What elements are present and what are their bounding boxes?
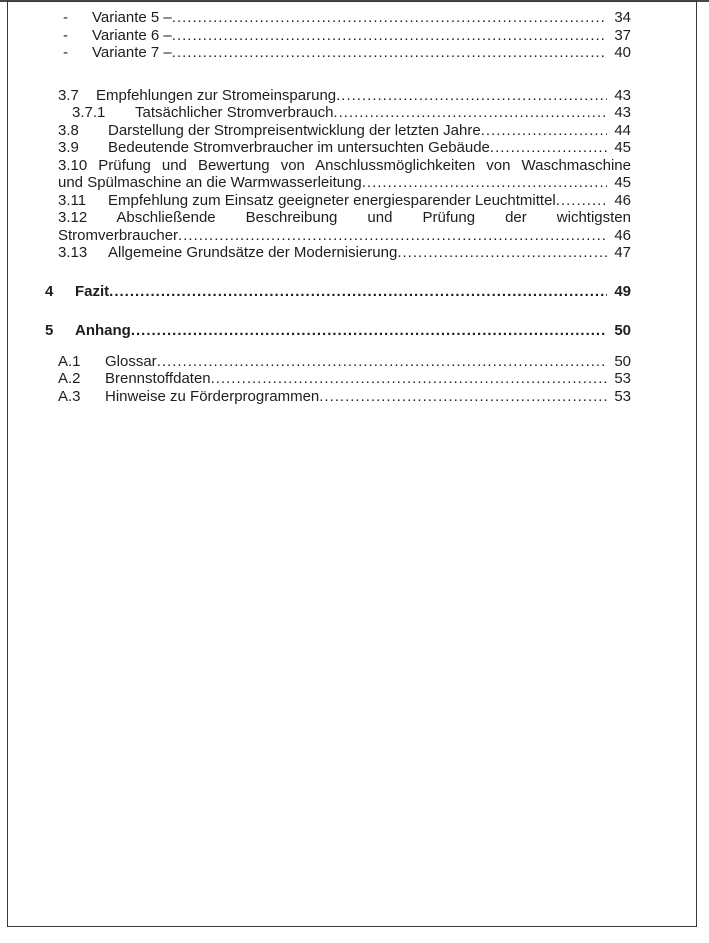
dot-leader [211, 370, 607, 388]
entry-number: 3.13 [58, 244, 88, 261]
toc-entry-3-12 [58, 209, 631, 244]
toc-entry-3-8 [58, 122, 631, 140]
entry-label: Hinweise zu Förderprogrammen [105, 387, 320, 405]
page-number: 40 [614, 44, 631, 61]
entry-label: Glossar [105, 352, 157, 370]
entry-number: A.3 [58, 387, 81, 405]
toc-entry-variante-7 [63, 44, 631, 62]
toc-entry-3-9 [58, 139, 631, 157]
entry-number: 5 [45, 322, 54, 339]
entry-number: 3.11 [58, 191, 87, 209]
toc-group-variants [45, 9, 631, 62]
toc-entry-variante-5 [63, 9, 631, 27]
dot-leader [336, 87, 607, 105]
entry-number: 3.9 [58, 139, 79, 156]
toc-entry-3-7 [58, 87, 631, 105]
entry-number: 3.8 [58, 121, 79, 139]
toc-group-section-3 [45, 87, 631, 262]
page-number: 53 [614, 387, 631, 405]
entry-label: Anhang [75, 322, 131, 339]
entry-label: Variante 6 – [92, 26, 172, 44]
entry-label: Tatsächlicher Stromverbrauch [135, 104, 334, 121]
entry-line-1: 3.12 Abschließende Beschreibung und Prüfung der wichtigsten [58, 209, 631, 226]
dot-leader [172, 44, 607, 62]
entry-bullet: - [63, 26, 68, 44]
entry-line-1: 3.10 Prüfung und Bewertung von Anschlussmöglichkeiten von Waschmaschine [58, 156, 631, 174]
entry-bullet: - [63, 44, 68, 61]
dot-leader [131, 322, 607, 340]
dot-leader [481, 122, 607, 140]
dot-leader [397, 244, 607, 262]
page-number: 45 [614, 139, 631, 156]
entry-number: 4 [45, 282, 54, 300]
toc-entry-3-10 [58, 157, 631, 192]
dot-leader [157, 353, 607, 371]
page-number: 50 [614, 322, 631, 339]
entry-line-2: Stromverbraucher [58, 226, 179, 244]
toc-entry-a-1 [58, 353, 631, 371]
entry-label: Variante 5 – [92, 9, 172, 26]
page-number: 46 [614, 226, 631, 244]
dot-leader [333, 104, 607, 122]
entry-bullet: - [63, 9, 68, 26]
toc-entry-a-3 [58, 388, 631, 406]
entry-label: Empfehlung zum Einsatz geeigneter energiesparender Leuchtmittel [108, 191, 556, 209]
page-number: 46 [614, 191, 631, 209]
page-number: 53 [614, 370, 631, 387]
toc-entry-3-13 [58, 244, 631, 262]
entry-number: A.2 [58, 370, 81, 387]
entry-label: Allgemeine Grundsätze der Modernisierung [108, 244, 398, 261]
entry-number: 3.7 [58, 86, 79, 104]
dot-leader [178, 227, 607, 245]
dot-leader [490, 139, 607, 157]
entry-label: Brennstoffdaten [105, 370, 211, 387]
entry-line-2: und Spülmaschine an die Warmwasserleitung [58, 174, 362, 191]
toc-entry-4-fazit [45, 283, 631, 301]
toc-entry-5-anhang [45, 322, 631, 340]
page-number: 43 [614, 86, 631, 104]
entry-label: Darstellung der Strompreisentwicklung der letzten Jahre [108, 121, 481, 139]
entry-number: 3.7.1 [72, 104, 106, 121]
page-number: 37 [614, 26, 631, 44]
dot-leader [362, 174, 607, 192]
entry-number: A.1 [58, 352, 81, 370]
table-of-contents [8, 0, 631, 405]
page-number: 44 [614, 121, 631, 139]
page-number: 49 [614, 282, 631, 300]
toc-entry-variante-6 [63, 27, 631, 45]
entry-label: Bedeutende Stromverbraucher im untersuchten Gebäude [108, 139, 490, 156]
toc-group-appendix [45, 353, 631, 406]
toc-entry-3-11 [58, 192, 631, 210]
toc-group-chapter-5 [45, 322, 631, 340]
page-number: 34 [614, 9, 631, 26]
page-number: 43 [614, 104, 631, 121]
dot-leader [556, 192, 607, 210]
toc-entry-a-2 [58, 370, 631, 388]
dot-leader [319, 388, 607, 406]
entry-label: Fazit [75, 282, 110, 300]
toc-group-chapter-4 [45, 283, 631, 301]
dot-leader [172, 27, 607, 45]
entry-label: Empfehlungen zur Stromeinsparung [96, 86, 337, 104]
toc-entry-3-7-1 [72, 104, 631, 122]
page-number: 47 [614, 244, 631, 261]
entry-label: Variante 7 – [92, 44, 172, 61]
dot-leader [172, 9, 607, 27]
page-number: 45 [614, 174, 631, 191]
dot-leader [109, 283, 607, 301]
page-number: 50 [614, 352, 631, 370]
